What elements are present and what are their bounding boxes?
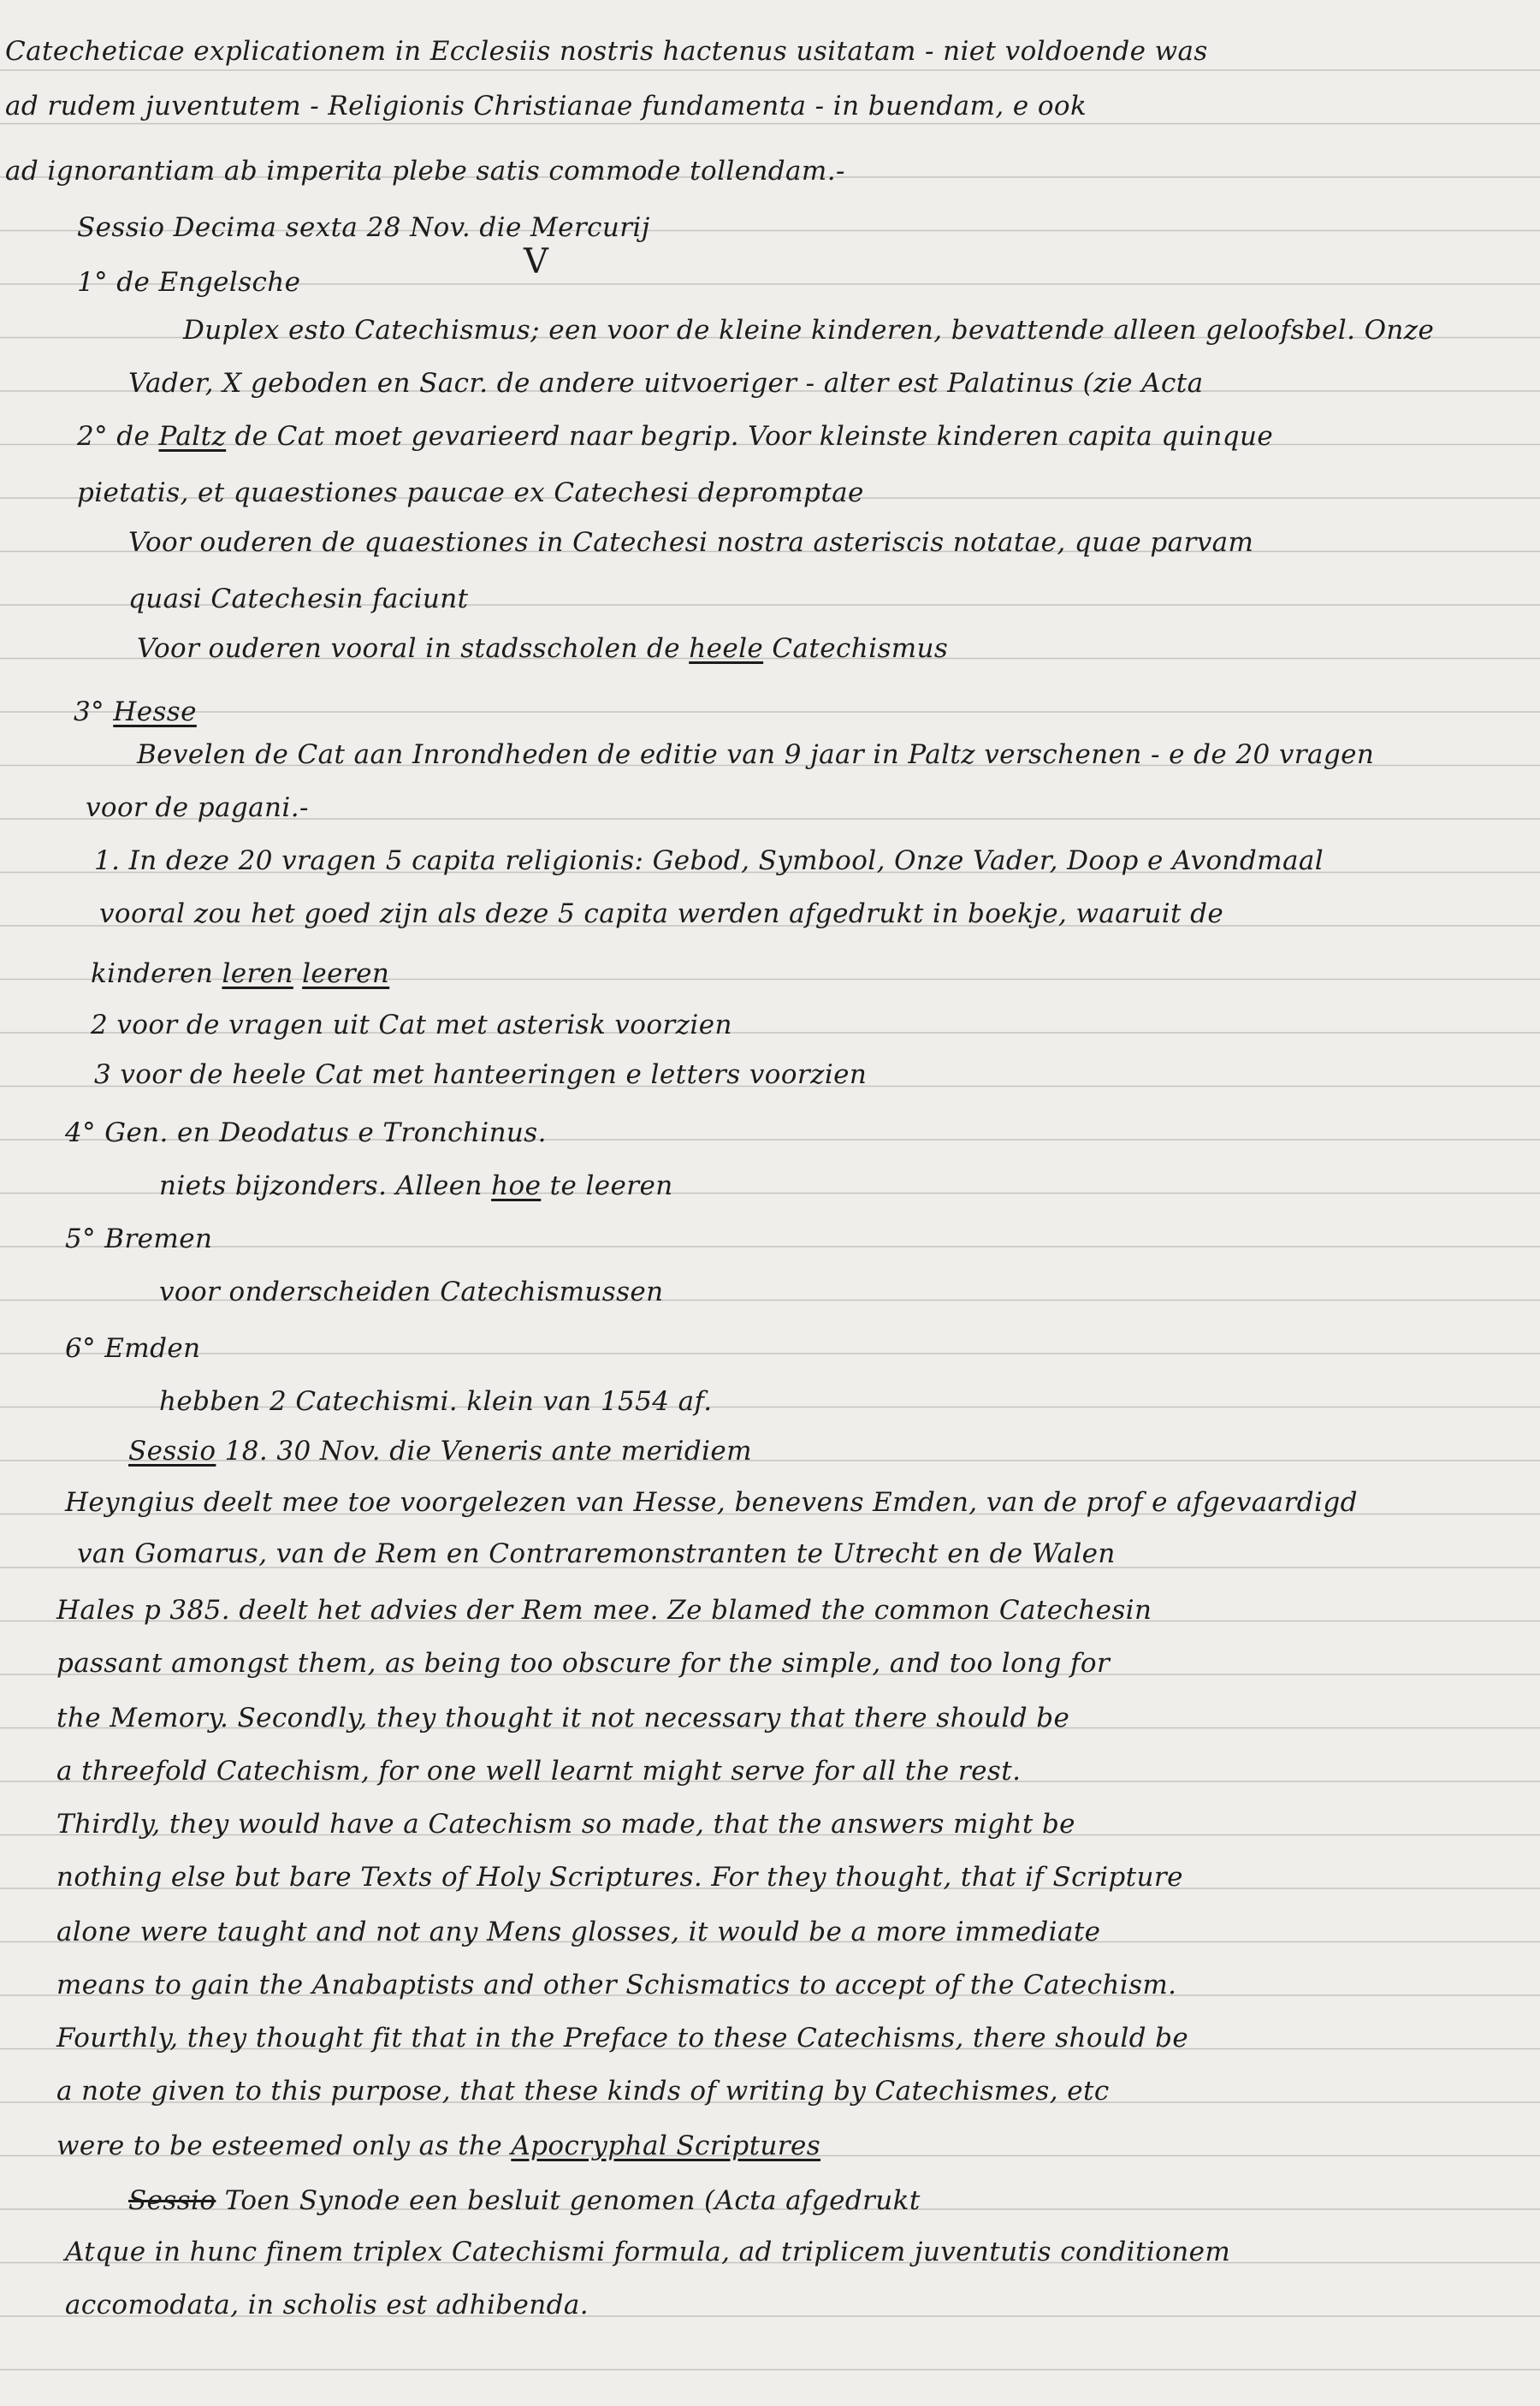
manuscript-line: pietatis, et quaestiones paucae ex Catechesi depromptae	[77, 477, 864, 508]
manuscript-line	[128, 2184, 921, 2218]
manuscript-line: voor onderscheiden Catechismussen	[159, 1277, 664, 1307]
manuscript-line: means to gain the Anabaptists and other Schismatics to accept of the Catechism.	[56, 1970, 1177, 2000]
manuscript-line: 3 voor de heele Cat met hanteeringen e letters voorzien	[94, 1059, 868, 1090]
line-text: 18. 30 Nov. die Veneris ante meridiem	[216, 1436, 752, 1467]
manuscript-line: Voor ouderen de quaestiones in Catechesi nostra asteriscis notatae, quae parvam	[128, 527, 1254, 558]
manuscript-line: a threefold Catechism, for one well learnt might serve for all the rest.	[56, 1756, 1022, 1787]
manuscript-line: Hales p 385. deelt het advies der Rem mee. Ze blamed the common Catechesin	[56, 1595, 1152, 1626]
manuscript-line: Heyngius deelt mee toe voorgelezen van Hesse, benevens Emden, van de prof e afgevaardigd	[65, 1487, 1358, 1518]
manuscript-line: 1° de Engelsche	[77, 267, 301, 298]
line-text: Catechismus	[763, 633, 949, 664]
line-text	[293, 958, 302, 989]
manuscript-line: a note given to this purpose, that these kinds of writing by Catechismes, etc	[56, 2076, 1110, 2107]
line-text: de Cat moet gevarieerd naar begrip. Voor kleinste kinderen capita quinque	[226, 421, 1274, 452]
underlined-word: hoe	[491, 1170, 542, 1201]
manuscript-line: the Memory. Secondly, they thought it not necessary that there should be	[56, 1703, 1070, 1733]
manuscript-line: 5° Bremen	[65, 1224, 213, 1254]
underlined-word: leren	[222, 958, 293, 989]
manuscript-line: voor de pagani.-	[86, 792, 309, 823]
underlined-word: Apocryphal Scriptures	[511, 2130, 821, 2161]
manuscript-line: Vader, X geboden en Sacr. de andere uitvoeriger - alter est Palatinus (zie Acta	[128, 368, 1204, 399]
manuscript-line	[159, 1169, 673, 1203]
manuscript-line	[74, 695, 197, 729]
underlined-word: heele	[689, 633, 764, 664]
manuscript-line	[91, 957, 389, 991]
line-text: kinderen	[91, 958, 222, 989]
manuscript-line: Sessio Decima sexta 28 Nov. die Mercurij	[77, 212, 650, 243]
check-mark: V	[524, 242, 548, 281]
line-text: te leeren	[541, 1170, 673, 1201]
manuscript-line: 6° Emden	[65, 1333, 201, 1364]
manuscript-line: 4° Gen. en Deodatus e Tronchinus.	[65, 1117, 547, 1148]
manuscript-line: passant amongst them, as being too obscure for the simple, and too long for	[56, 1648, 1111, 1679]
line-text: niets bijzonders. Alleen	[159, 1170, 492, 1201]
manuscript-line: Duplex esto Catechismus; een voor de kleine kinderen, bevattende alleen geloofsbel. Onze	[183, 315, 1435, 346]
manuscript-line: Thirdly, they would have a Catechism so made, that the answers might be	[56, 1809, 1075, 1840]
underlined-word: leeren	[302, 958, 390, 989]
line-text: Toen Synode een besluit genomen (Acta afgedrukt	[216, 2185, 921, 2216]
underlined-word: Paltz	[158, 421, 227, 452]
manuscript-line: Bevelen de Cat aan Inrondheden de editie van 9 jaar in Paltz verschenen - e de 20 vragen	[137, 739, 1375, 770]
manuscript-line	[137, 631, 948, 666]
line-text: were to be esteemed only as the	[56, 2130, 512, 2161]
underlined-word: Sessio	[128, 1436, 216, 1467]
manuscript-line: 2 voor de vragen uit Cat met asterisk voorzien	[91, 1010, 732, 1040]
manuscript-line	[56, 2129, 820, 2163]
underlined-word: Hesse	[113, 696, 197, 727]
manuscript-line: ad ignorantiam ab imperita plebe satis commode tollendam.-	[5, 156, 845, 187]
manuscript-line	[77, 419, 1273, 453]
manuscript-line: ad rudem juventutem - Religionis Christianae fundamenta - in buendam, e ook	[5, 91, 1087, 121]
manuscript-line: van Gomarus, van de Rem en Contraremonstranten te Utrecht en de Walen	[77, 1538, 1116, 1569]
manuscript-line: 1. In deze 20 vragen 5 capita religionis: Gebod, Symbool, Onze Vader, Doop e Avondmaal	[94, 845, 1324, 876]
manuscript-line	[128, 1434, 752, 1468]
manuscript-line: vooral zou het goed zijn als deze 5 capita werden afgedrukt in boekje, waaruit de	[99, 898, 1224, 929]
struck-word: Sessio	[128, 2185, 216, 2216]
manuscript-line: quasi Catechesin faciunt	[128, 584, 469, 614]
line-text: 2° de	[77, 421, 159, 452]
manuscript-line: hebben 2 Catechismi. klein van 1554 af.	[159, 1386, 713, 1417]
manuscript-line: Catecheticae explicationem in Ecclesiis nostris hactenus usitatam - niet voldoende was	[5, 36, 1208, 67]
manuscript-line: nothing else but bare Texts of Holy Scriptures. For they thought, that if Scripture	[56, 1862, 1183, 1893]
line-text: Voor ouderen vooral in stadsscholen de	[137, 633, 690, 664]
manuscript-line: Fourthly, they thought fit that in the Preface to these Catechisms, there should be	[56, 2023, 1189, 2053]
manuscript-line: alone were taught and not any Mens glosses, it would be a more immediate	[56, 1917, 1101, 1947]
manuscript-line: Atque in hunc finem triplex Catechismi formula, ad triplicem juventutis conditionem	[65, 2237, 1231, 2267]
manuscript-line: accomodata, in scholis est adhibenda.	[65, 2290, 589, 2320]
line-text: 3°	[74, 696, 114, 727]
